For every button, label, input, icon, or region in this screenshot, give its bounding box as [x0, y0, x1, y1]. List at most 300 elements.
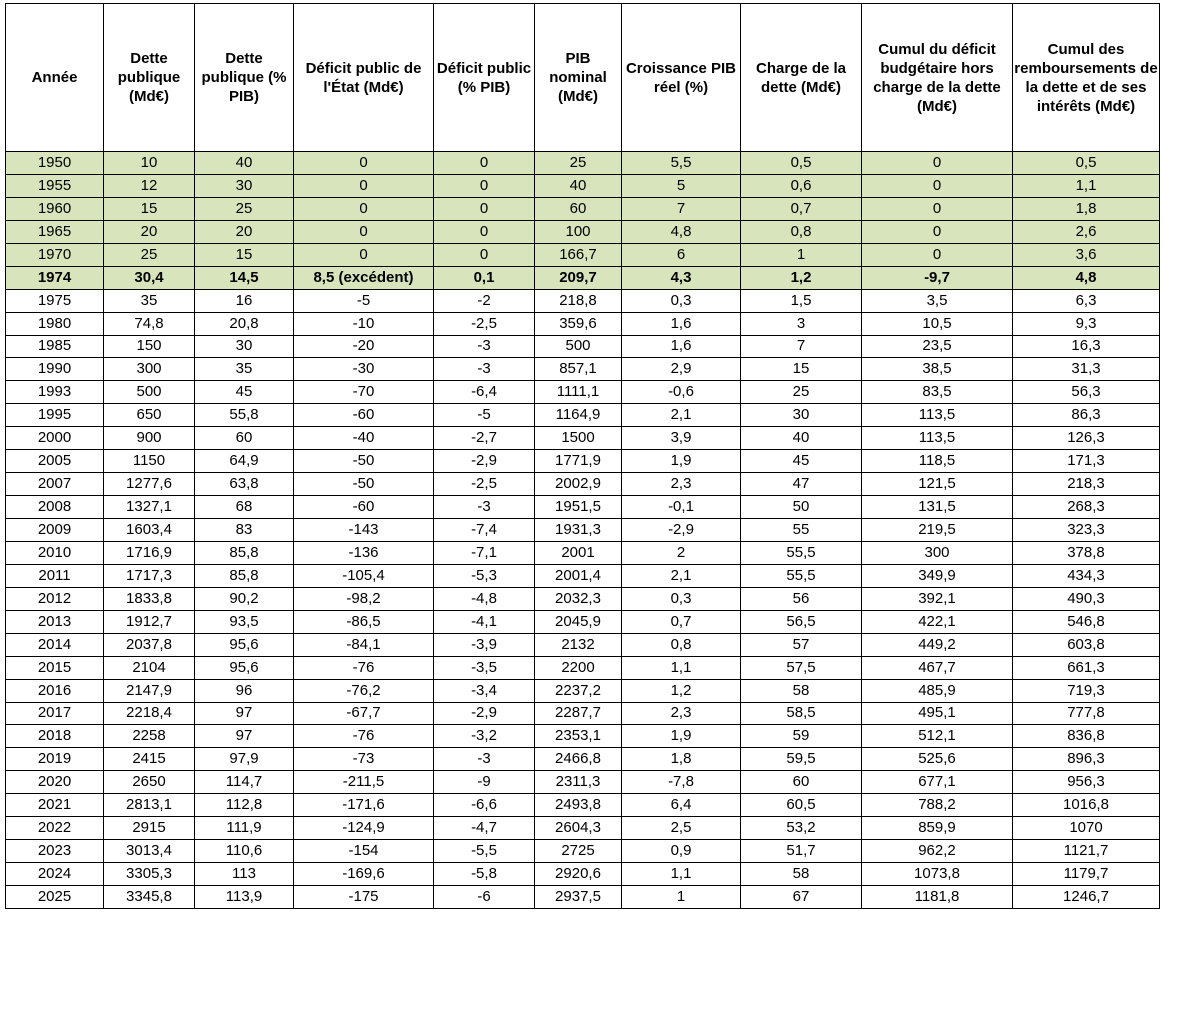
cell-dette-md: 900: [104, 427, 195, 450]
cell-dette-md: 35: [104, 289, 195, 312]
cell-dette-md: 150: [104, 335, 195, 358]
cell-dette-md: 25: [104, 243, 195, 266]
cell-dette-pib: 96: [195, 679, 294, 702]
cell-deficit-pib: -2,9: [434, 702, 535, 725]
cell-deficit-etat: -169,6: [294, 863, 434, 886]
cell-dette-md: 500: [104, 381, 195, 404]
cell-cumul-deficit: 10,5: [862, 312, 1013, 335]
cell-annee: 1955: [6, 174, 104, 197]
cell-annee: 1980: [6, 312, 104, 335]
cell-croissance: 1,8: [622, 748, 741, 771]
cell-deficit-pib: -3,4: [434, 679, 535, 702]
cell-deficit-etat: -143: [294, 519, 434, 542]
cell-pib-nominal: 2937,5: [535, 886, 622, 909]
cell-pib-nominal: 100: [535, 220, 622, 243]
cell-deficit-etat: -67,7: [294, 702, 434, 725]
cell-deficit-etat: -50: [294, 450, 434, 473]
cell-deficit-etat: -211,5: [294, 771, 434, 794]
cell-deficit-pib: -2,5: [434, 473, 535, 496]
table-row: [6, 220, 1160, 243]
cell-dette-pib: 97,9: [195, 748, 294, 771]
cell-cumul-deficit: 485,9: [862, 679, 1013, 702]
cell-croissance: 0,7: [622, 610, 741, 633]
cell-dette-md: 1327,1: [104, 496, 195, 519]
cell-dette-md: 3345,8: [104, 886, 195, 909]
cell-dette-pib: 25: [195, 197, 294, 220]
table-row: [6, 519, 1160, 542]
cell-cumul-deficit: 788,2: [862, 794, 1013, 817]
cell-annee: 2008: [6, 496, 104, 519]
header-deficit-pib: Déficit public (% PIB): [434, 4, 535, 152]
cell-dette-md: 2258: [104, 725, 195, 748]
cell-charge-dette: 0,8: [741, 220, 862, 243]
cell-charge-dette: 1: [741, 243, 862, 266]
header-dette-md: Dette publique (Md€): [104, 4, 195, 152]
cell-cumul-remboursements: 1,1: [1013, 174, 1160, 197]
cell-annee: 1990: [6, 358, 104, 381]
cell-cumul-remboursements: 836,8: [1013, 725, 1160, 748]
cell-dette-md: 20: [104, 220, 195, 243]
cell-dette-pib: 68: [195, 496, 294, 519]
cell-dette-pib: 85,8: [195, 541, 294, 564]
cell-deficit-etat: -50: [294, 473, 434, 496]
cell-charge-dette: 56: [741, 587, 862, 610]
cell-dette-pib: 83: [195, 519, 294, 542]
cell-cumul-remboursements: 434,3: [1013, 564, 1160, 587]
header-charge-dette: Charge de la dette (Md€): [741, 4, 862, 152]
cell-pib-nominal: 359,6: [535, 312, 622, 335]
cell-annee: 2000: [6, 427, 104, 450]
cell-annee: 2024: [6, 863, 104, 886]
cell-deficit-pib: 0,1: [434, 266, 535, 289]
cell-cumul-deficit: 422,1: [862, 610, 1013, 633]
cell-dette-pib: 111,9: [195, 817, 294, 840]
cell-croissance: 1,6: [622, 312, 741, 335]
cell-croissance: 1,1: [622, 863, 741, 886]
cell-cumul-remboursements: 16,3: [1013, 335, 1160, 358]
cell-dette-md: 10: [104, 152, 195, 175]
cell-pib-nominal: 2466,8: [535, 748, 622, 771]
cell-cumul-remboursements: 1121,7: [1013, 840, 1160, 863]
cell-annee: 1995: [6, 404, 104, 427]
cell-deficit-pib: -6: [434, 886, 535, 909]
table-row: [6, 312, 1160, 335]
cell-deficit-etat: 0: [294, 152, 434, 175]
cell-dette-md: 2650: [104, 771, 195, 794]
cell-annee: 2025: [6, 886, 104, 909]
cell-deficit-etat: -136: [294, 541, 434, 564]
cell-pib-nominal: 40: [535, 174, 622, 197]
cell-annee: 2007: [6, 473, 104, 496]
cell-dette-md: 2147,9: [104, 679, 195, 702]
cell-dette-md: 1833,8: [104, 587, 195, 610]
cell-deficit-etat: -40: [294, 427, 434, 450]
cell-cumul-remboursements: 719,3: [1013, 679, 1160, 702]
table-row: [6, 381, 1160, 404]
cell-dette-pib: 97: [195, 702, 294, 725]
cell-croissance: 7: [622, 197, 741, 220]
cell-charge-dette: 0,6: [741, 174, 862, 197]
cell-deficit-pib: -6,4: [434, 381, 535, 404]
cell-deficit-etat: -60: [294, 496, 434, 519]
table-row: [6, 473, 1160, 496]
cell-pib-nominal: 2001: [535, 541, 622, 564]
table-row: [6, 610, 1160, 633]
cell-dette-md: 1277,6: [104, 473, 195, 496]
cell-cumul-remboursements: 378,8: [1013, 541, 1160, 564]
cell-croissance: 2,1: [622, 564, 741, 587]
table-row: [6, 358, 1160, 381]
cell-charge-dette: 51,7: [741, 840, 862, 863]
cell-cumul-remboursements: 6,3: [1013, 289, 1160, 312]
table-row: [6, 266, 1160, 289]
cell-annee: 1950: [6, 152, 104, 175]
cell-dette-pib: 93,5: [195, 610, 294, 633]
table-row: [6, 496, 1160, 519]
cell-deficit-pib: -6,6: [434, 794, 535, 817]
cell-pib-nominal: 857,1: [535, 358, 622, 381]
cell-charge-dette: 40: [741, 427, 862, 450]
cell-dette-pib: 113: [195, 863, 294, 886]
table-row: [6, 404, 1160, 427]
cell-dette-pib: 95,6: [195, 656, 294, 679]
cell-pib-nominal: 1164,9: [535, 404, 622, 427]
cell-deficit-pib: -2,9: [434, 450, 535, 473]
cell-cumul-remboursements: 546,8: [1013, 610, 1160, 633]
cell-pib-nominal: 2132: [535, 633, 622, 656]
cell-pib-nominal: 2032,3: [535, 587, 622, 610]
cell-charge-dette: 57: [741, 633, 862, 656]
cell-croissance: 6: [622, 243, 741, 266]
cell-cumul-deficit: 0: [862, 197, 1013, 220]
cell-cumul-deficit: 962,2: [862, 840, 1013, 863]
cell-cumul-remboursements: 9,3: [1013, 312, 1160, 335]
cell-deficit-pib: -4,7: [434, 817, 535, 840]
cell-cumul-remboursements: 777,8: [1013, 702, 1160, 725]
cell-dette-pib: 85,8: [195, 564, 294, 587]
cell-cumul-deficit: 0: [862, 220, 1013, 243]
cell-deficit-etat: -76,2: [294, 679, 434, 702]
cell-annee: 2022: [6, 817, 104, 840]
table-row: [6, 587, 1160, 610]
cell-annee: 1965: [6, 220, 104, 243]
cell-pib-nominal: 1951,5: [535, 496, 622, 519]
cell-charge-dette: 0,5: [741, 152, 862, 175]
cell-deficit-pib: -2,5: [434, 312, 535, 335]
cell-pib-nominal: 2287,7: [535, 702, 622, 725]
cell-dette-md: 2037,8: [104, 633, 195, 656]
cell-cumul-remboursements: 3,6: [1013, 243, 1160, 266]
cell-deficit-pib: -3,9: [434, 633, 535, 656]
cell-pib-nominal: 2725: [535, 840, 622, 863]
cell-deficit-etat: -175: [294, 886, 434, 909]
cell-pib-nominal: 2920,6: [535, 863, 622, 886]
cell-annee: 2013: [6, 610, 104, 633]
cell-croissance: 3,9: [622, 427, 741, 450]
cell-deficit-pib: -4,8: [434, 587, 535, 610]
cell-cumul-deficit: 131,5: [862, 496, 1013, 519]
cell-charge-dette: 57,5: [741, 656, 862, 679]
cell-annee: 2016: [6, 679, 104, 702]
cell-croissance: 0,9: [622, 840, 741, 863]
cell-cumul-remboursements: 218,3: [1013, 473, 1160, 496]
cell-cumul-deficit: 300: [862, 541, 1013, 564]
table-row: [6, 840, 1160, 863]
cell-dette-md: 1912,7: [104, 610, 195, 633]
cell-dette-pib: 15: [195, 243, 294, 266]
cell-deficit-pib: 0: [434, 220, 535, 243]
cell-cumul-deficit: 1073,8: [862, 863, 1013, 886]
cell-croissance: 1,2: [622, 679, 741, 702]
cell-pib-nominal: 2311,3: [535, 771, 622, 794]
cell-deficit-etat: 0: [294, 197, 434, 220]
table-row: [6, 886, 1160, 909]
cell-charge-dette: 50: [741, 496, 862, 519]
cell-pib-nominal: 218,8: [535, 289, 622, 312]
cell-deficit-etat: -10: [294, 312, 434, 335]
cell-cumul-deficit: 3,5: [862, 289, 1013, 312]
cell-cumul-deficit: 219,5: [862, 519, 1013, 542]
cell-croissance: 2,3: [622, 473, 741, 496]
cell-charge-dette: 59,5: [741, 748, 862, 771]
cell-dette-pib: 16: [195, 289, 294, 312]
cell-deficit-pib: -4,1: [434, 610, 535, 633]
cell-deficit-pib: -3,5: [434, 656, 535, 679]
cell-cumul-deficit: 349,9: [862, 564, 1013, 587]
cell-croissance: 4,8: [622, 220, 741, 243]
cell-cumul-deficit: 113,5: [862, 427, 1013, 450]
cell-annee: 2019: [6, 748, 104, 771]
cell-deficit-etat: -124,9: [294, 817, 434, 840]
table-row: [6, 863, 1160, 886]
cell-croissance: 1,9: [622, 450, 741, 473]
cell-charge-dette: 58: [741, 679, 862, 702]
cell-croissance: 2,1: [622, 404, 741, 427]
cell-cumul-remboursements: 323,3: [1013, 519, 1160, 542]
cell-deficit-etat: -105,4: [294, 564, 434, 587]
cell-charge-dette: 25: [741, 381, 862, 404]
table-row: [6, 243, 1160, 266]
cell-deficit-pib: -3: [434, 335, 535, 358]
cell-deficit-pib: -5: [434, 404, 535, 427]
table-row: [6, 748, 1160, 771]
cell-pib-nominal: 166,7: [535, 243, 622, 266]
cell-pib-nominal: 25: [535, 152, 622, 175]
cell-charge-dette: 58: [741, 863, 862, 886]
cell-deficit-etat: -30: [294, 358, 434, 381]
cell-dette-md: 1717,3: [104, 564, 195, 587]
table-row: [6, 725, 1160, 748]
cell-cumul-remboursements: 1016,8: [1013, 794, 1160, 817]
cell-pib-nominal: 2604,3: [535, 817, 622, 840]
cell-dette-pib: 113,9: [195, 886, 294, 909]
cell-charge-dette: 30: [741, 404, 862, 427]
cell-cumul-remboursements: 56,3: [1013, 381, 1160, 404]
cell-dette-md: 1603,4: [104, 519, 195, 542]
cell-annee: 2014: [6, 633, 104, 656]
cell-deficit-pib: -3: [434, 748, 535, 771]
cell-dette-md: 74,8: [104, 312, 195, 335]
cell-pib-nominal: 1931,3: [535, 519, 622, 542]
cell-croissance: 1: [622, 886, 741, 909]
cell-cumul-remboursements: 1246,7: [1013, 886, 1160, 909]
cell-annee: 2021: [6, 794, 104, 817]
cell-dette-md: 2104: [104, 656, 195, 679]
cell-cumul-deficit: 449,2: [862, 633, 1013, 656]
cell-dette-pib: 20: [195, 220, 294, 243]
cell-deficit-pib: -5,8: [434, 863, 535, 886]
cell-annee: 2012: [6, 587, 104, 610]
cell-charge-dette: 47: [741, 473, 862, 496]
cell-charge-dette: 59: [741, 725, 862, 748]
cell-cumul-deficit: 0: [862, 174, 1013, 197]
cell-deficit-etat: -70: [294, 381, 434, 404]
cell-pib-nominal: 1771,9: [535, 450, 622, 473]
cell-deficit-pib: -3,2: [434, 725, 535, 748]
cell-pib-nominal: 209,7: [535, 266, 622, 289]
cell-deficit-pib: -7,4: [434, 519, 535, 542]
cell-pib-nominal: 2001,4: [535, 564, 622, 587]
cell-dette-pib: 45: [195, 381, 294, 404]
cell-deficit-pib: -3: [434, 496, 535, 519]
cell-croissance: 2,5: [622, 817, 741, 840]
cell-deficit-etat: -98,2: [294, 587, 434, 610]
cell-pib-nominal: 2045,9: [535, 610, 622, 633]
cell-dette-md: 300: [104, 358, 195, 381]
cell-cumul-deficit: 38,5: [862, 358, 1013, 381]
cell-cumul-deficit: 0: [862, 152, 1013, 175]
cell-annee: 2017: [6, 702, 104, 725]
cell-dette-pib: 20,8: [195, 312, 294, 335]
cell-deficit-pib: 0: [434, 152, 535, 175]
cell-charge-dette: 1,2: [741, 266, 862, 289]
cell-cumul-deficit: -9,7: [862, 266, 1013, 289]
cell-cumul-deficit: 113,5: [862, 404, 1013, 427]
cell-annee: 2023: [6, 840, 104, 863]
cell-cumul-remboursements: 896,3: [1013, 748, 1160, 771]
cell-cumul-remboursements: 661,3: [1013, 656, 1160, 679]
cell-croissance: -0,1: [622, 496, 741, 519]
cell-deficit-pib: -9: [434, 771, 535, 794]
cell-cumul-deficit: 118,5: [862, 450, 1013, 473]
cell-cumul-deficit: 83,5: [862, 381, 1013, 404]
cell-deficit-etat: -76: [294, 656, 434, 679]
cell-cumul-remboursements: 31,3: [1013, 358, 1160, 381]
cell-charge-dette: 60,5: [741, 794, 862, 817]
table-row: [6, 427, 1160, 450]
cell-pib-nominal: 2353,1: [535, 725, 622, 748]
cell-annee: 2015: [6, 656, 104, 679]
cell-dette-md: 15: [104, 197, 195, 220]
table-row: [6, 679, 1160, 702]
cell-dette-pib: 110,6: [195, 840, 294, 863]
cell-pib-nominal: 2200: [535, 656, 622, 679]
table-row: [6, 541, 1160, 564]
cell-deficit-etat: -86,5: [294, 610, 434, 633]
cell-cumul-remboursements: 171,3: [1013, 450, 1160, 473]
header-row: [6, 4, 1160, 152]
table-row: [6, 564, 1160, 587]
cell-annee: 2011: [6, 564, 104, 587]
cell-croissance: 4,3: [622, 266, 741, 289]
table-row: [6, 817, 1160, 840]
cell-dette-pib: 114,7: [195, 771, 294, 794]
cell-charge-dette: 0,7: [741, 197, 862, 220]
cell-croissance: 1,9: [622, 725, 741, 748]
cell-charge-dette: 45: [741, 450, 862, 473]
cell-annee: 2005: [6, 450, 104, 473]
cell-annee: 2010: [6, 541, 104, 564]
cell-cumul-remboursements: 1070: [1013, 817, 1160, 840]
cell-dette-md: 1716,9: [104, 541, 195, 564]
cell-annee: 1985: [6, 335, 104, 358]
cell-dette-md: 1150: [104, 450, 195, 473]
cell-cumul-remboursements: 1179,7: [1013, 863, 1160, 886]
table-row: [6, 771, 1160, 794]
cell-annee: 1970: [6, 243, 104, 266]
cell-dette-md: 2415: [104, 748, 195, 771]
cell-dette-pib: 90,2: [195, 587, 294, 610]
cell-cumul-deficit: 0: [862, 243, 1013, 266]
cell-dette-pib: 40: [195, 152, 294, 175]
table-row: [6, 152, 1160, 175]
cell-deficit-pib: 0: [434, 174, 535, 197]
cell-cumul-deficit: 392,1: [862, 587, 1013, 610]
cell-dette-md: 2813,1: [104, 794, 195, 817]
cell-annee: 2020: [6, 771, 104, 794]
cell-croissance: 6,4: [622, 794, 741, 817]
cell-cumul-remboursements: 0,5: [1013, 152, 1160, 175]
cell-dette-pib: 30: [195, 335, 294, 358]
cell-pib-nominal: 1111,1: [535, 381, 622, 404]
cell-croissance: 0,8: [622, 633, 741, 656]
cell-croissance: 5,5: [622, 152, 741, 175]
cell-dette-md: 30,4: [104, 266, 195, 289]
cell-charge-dette: 15: [741, 358, 862, 381]
cell-charge-dette: 55,5: [741, 541, 862, 564]
cell-dette-md: 650: [104, 404, 195, 427]
cell-deficit-etat: 0: [294, 174, 434, 197]
cell-cumul-deficit: 525,6: [862, 748, 1013, 771]
table-body: [6, 152, 1160, 909]
cell-pib-nominal: 60: [535, 197, 622, 220]
cell-deficit-etat: -76: [294, 725, 434, 748]
cell-deficit-pib: 0: [434, 197, 535, 220]
cell-croissance: -7,8: [622, 771, 741, 794]
cell-pib-nominal: 2002,9: [535, 473, 622, 496]
cell-cumul-deficit: 467,7: [862, 656, 1013, 679]
cell-charge-dette: 3: [741, 312, 862, 335]
cell-deficit-etat: -5: [294, 289, 434, 312]
cell-dette-md: 12: [104, 174, 195, 197]
cell-deficit-etat: -154: [294, 840, 434, 863]
cell-croissance: 0,3: [622, 587, 741, 610]
header-cumul-remboursements: Cumul des remboursements de la dette et de ses intérêts (Md€): [1013, 4, 1160, 152]
table-row: [6, 289, 1160, 312]
cell-pib-nominal: 2237,2: [535, 679, 622, 702]
table-row: [6, 450, 1160, 473]
table-row: [6, 702, 1160, 725]
cell-deficit-pib: -3: [434, 358, 535, 381]
cell-cumul-deficit: 23,5: [862, 335, 1013, 358]
cell-charge-dette: 55,5: [741, 564, 862, 587]
cell-charge-dette: 7: [741, 335, 862, 358]
header-deficit-etat: Déficit public de l'État (Md€): [294, 4, 434, 152]
header-dette-pib: Dette publique (% PIB): [195, 4, 294, 152]
header-cumul-deficit: Cumul du déficit budgétaire hors charge de la dette (Md€): [862, 4, 1013, 152]
table-row: [6, 656, 1160, 679]
cell-dette-md: 3013,4: [104, 840, 195, 863]
